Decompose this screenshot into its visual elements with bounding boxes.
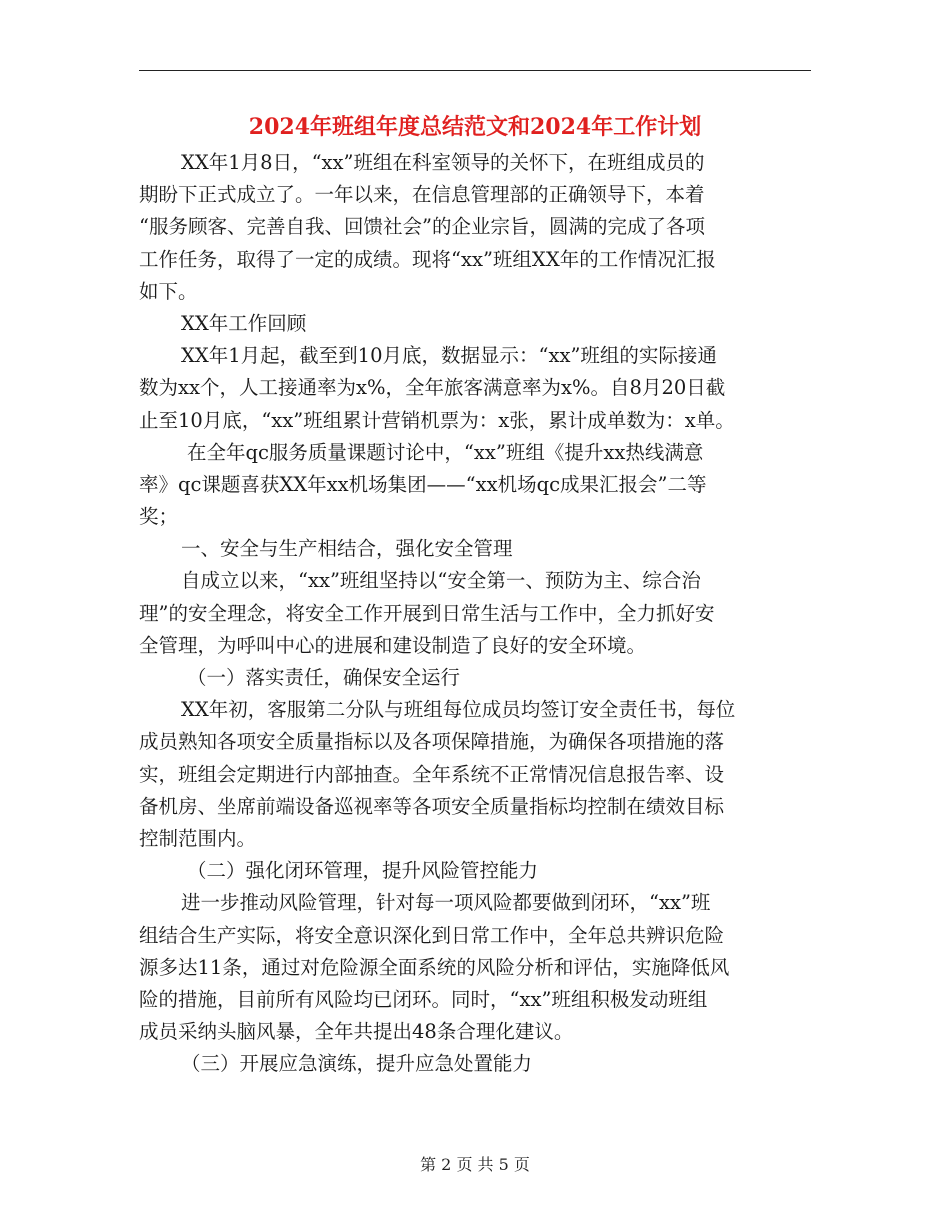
body-line: 奖；	[139, 505, 179, 529]
body-line: 理”的安全理念，将安全工作开展到日常生活与工作中，全力抓好安	[139, 601, 715, 625]
body-line: 数为xx个，人工接通率为x%，全年旅客满意率为x%。自8月20日截	[139, 376, 726, 400]
body-line: 成员采纳头脑风暴，全年共提出48条合理化建议。	[139, 1020, 574, 1044]
body-line: 进一步推动风险管理，针对每一项风险都要做到闭环，“xx”班	[181, 891, 711, 915]
body-line: “服务顾客、完善自我、回馈社会”的企业宗旨，圆满的完成了各项	[139, 215, 705, 239]
subsection-heading: （三）开展应急演练，提升应急处置能力	[181, 1052, 533, 1076]
page-number: 第 2 页 共 5 页	[420, 1155, 530, 1174]
section-heading: 一、安全与生产相结合，强化安全管理	[181, 537, 513, 561]
body-line: 在全年qc服务质量课题讨论中，“xx”班组《提升xx热线满意	[187, 440, 704, 464]
body-line: 期盼下正式成立了。一年以来，在信息管理部的正确领导下，本着	[139, 183, 705, 207]
body-line: 成员熟知各项安全质量指标以及各项保障措施，为确保各项措施的落	[139, 730, 725, 754]
subsection-heading: （一）落实责任，确保安全运行	[187, 666, 461, 689]
body-line: 如下。	[139, 279, 198, 303]
subsection-heading: （二）强化闭环管理，提升风险管控能力	[187, 859, 539, 883]
body-line: XX年1月起，截至到10月底，数据显示：“xx”班组的实际接通	[181, 344, 717, 368]
header-rule	[139, 70, 811, 71]
body-line: 工作任务，取得了一定的成绩。现将“xx”班组XX年的工作情况汇报	[139, 247, 716, 271]
body-line: XX年1月8日，“xx”班组在科室领导的关怀下，在班组成员的	[181, 151, 705, 174]
section-heading: XX年工作回顾	[181, 311, 307, 335]
body-line: 止至10月底，“xx”班组累计营销机票为：x张，累计成单数为：x单。	[139, 408, 735, 432]
body-line: 源多达11条，通过对危险源全面系统的风险分析和评估，实施降低风	[139, 955, 730, 979]
body-line: 控制范围内。	[139, 826, 257, 850]
body-line: 全管理，为呼叫中心的进展和建设制造了良好的安全环境。	[139, 633, 647, 657]
document-body	[139, 147, 811, 1080]
body-line: 自成立以来，“xx”班组坚持以“安全第一、预防为主、综合治	[181, 569, 701, 593]
body-line: 险的措施，目前所有风险均已闭环。同时，“xx”班组积极发动班组	[139, 987, 708, 1011]
body-line: 备机房、坐席前端设备巡视率等各项安全质量指标均控制在绩效目标	[139, 794, 725, 818]
body-line: XX年初，客服第二分队与班组每位成员均签订安全责任书，每位	[181, 698, 736, 722]
body-line: 实，班组会定期进行内部抽查。全年系统不正常情况信息报告率、设	[139, 762, 725, 786]
body-line: 率》qc课题喜获XX年xx机场集团——“xx机场qc成果汇报会”二等	[139, 472, 707, 496]
document-title: 2024年班组年度总结范文和2024年工作计划	[248, 114, 702, 140]
body-line: 组结合生产实际，将安全意识深化到日常工作中，全年总共辨识危险	[139, 923, 725, 947]
